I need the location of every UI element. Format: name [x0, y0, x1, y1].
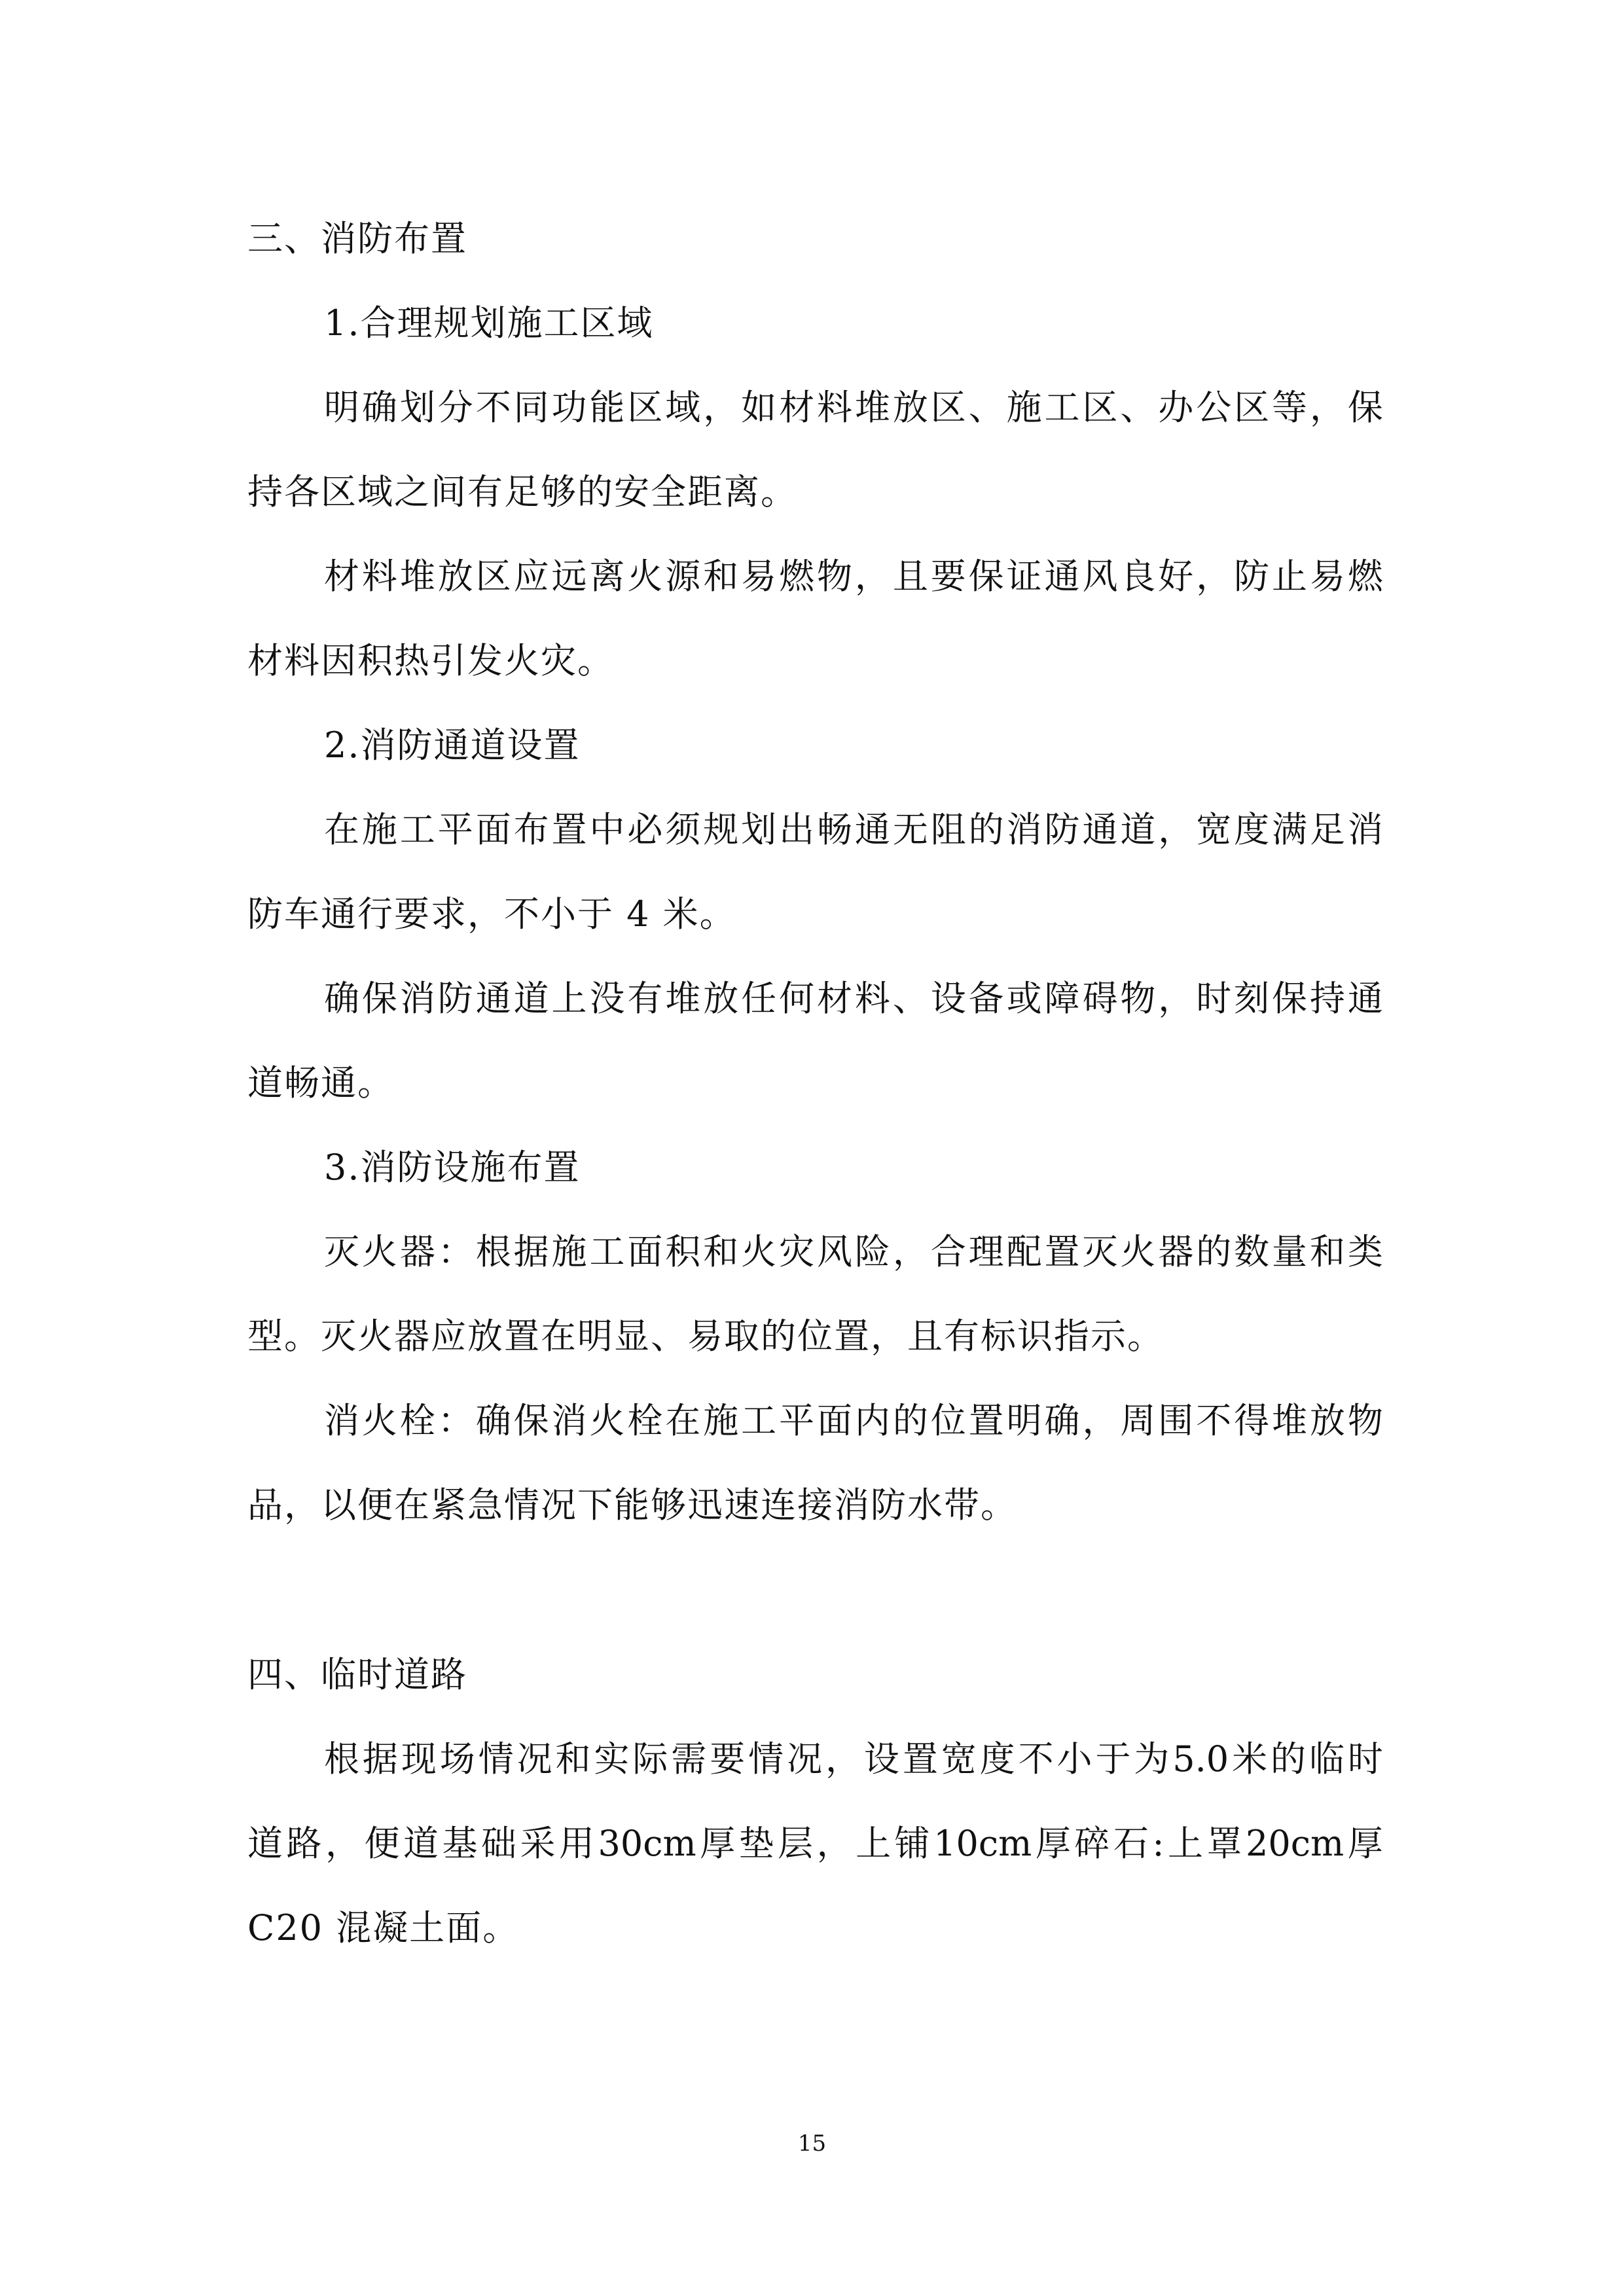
text-glyph: 根: [324, 1738, 359, 1780]
text-glyph: 工: [741, 1400, 777, 1441]
text-glyph: 远: [551, 556, 587, 597]
text-glyph: 际: [632, 1738, 668, 1780]
text-glyph: ，: [816, 1823, 852, 1864]
text-glyph: 和: [1309, 1231, 1345, 1272]
text-glyph: 碎: [1074, 1823, 1110, 1864]
text-glyph: 确: [324, 978, 359, 1019]
text-glyph: 消: [399, 978, 435, 1019]
text-glyph: 堆: [854, 387, 890, 428]
text-glyph: 道: [247, 1823, 283, 1864]
text-glyph: 料: [816, 387, 852, 428]
text-glyph: 小: [1056, 1738, 1092, 1780]
text-glyph: ：: [437, 1400, 473, 1441]
text-glyph: 碍: [1082, 978, 1118, 1019]
text-glyph: 用: [559, 1823, 594, 1864]
text-glyph: 通: [475, 978, 511, 1019]
text-glyph: 消: [1006, 809, 1042, 850]
text-glyph: 源: [665, 556, 701, 597]
text-glyph: ，: [1082, 1400, 1118, 1441]
paragraph-line: [324, 554, 1383, 600]
text-glyph: 材: [816, 978, 852, 1019]
text-glyph: 宽: [1196, 809, 1232, 850]
text-glyph: 量: [1272, 1231, 1308, 1272]
text-glyph: ，: [703, 387, 739, 428]
text-glyph: 易: [1309, 556, 1345, 597]
text-glyph: :: [1152, 1823, 1164, 1864]
text-glyph: ，: [892, 1231, 928, 1272]
text-glyph: 在: [665, 1400, 701, 1441]
text-glyph: 畅: [816, 809, 852, 850]
text-glyph: 据: [513, 1231, 549, 1272]
text-glyph: 的: [1271, 1738, 1307, 1780]
text-glyph: 保: [968, 556, 1004, 597]
text-glyph: 上: [856, 1823, 892, 1864]
text-glyph: 明: [1006, 1400, 1042, 1441]
text-glyph: 积: [665, 1231, 701, 1272]
text-glyph: 刻: [1234, 978, 1270, 1019]
page-number: 15: [797, 2130, 827, 2157]
text-glyph: 道: [403, 1823, 439, 1864]
text-glyph: 20cm: [1246, 1823, 1344, 1864]
text-glyph: 厚: [1035, 1823, 1071, 1864]
text-glyph: 理: [968, 1231, 1004, 1272]
text-glyph: 不: [1196, 1400, 1232, 1441]
paragraph-line: 道畅通。: [247, 1062, 394, 1103]
text-glyph: 满: [1272, 809, 1308, 850]
text-glyph: 如: [741, 387, 777, 428]
text-glyph: ，: [854, 556, 890, 597]
text-glyph: 堆: [665, 978, 701, 1019]
text-glyph: 何: [779, 978, 815, 1019]
text-glyph: 域: [665, 387, 701, 428]
text-glyph: 的: [968, 809, 1004, 850]
paragraph-line: 持各区域之间有足够的安全距离。: [247, 471, 797, 512]
text-glyph: 工: [1044, 387, 1080, 428]
text-glyph: 便: [364, 1823, 400, 1864]
text-glyph: 置: [902, 1738, 938, 1780]
text-glyph: 防: [1044, 809, 1080, 850]
text-glyph: 分: [437, 387, 473, 428]
text-glyph: 面: [627, 1231, 663, 1272]
text-glyph: 离: [589, 556, 625, 597]
text-glyph: 30cm: [598, 1823, 696, 1864]
text-glyph: 任: [741, 978, 777, 1019]
text-glyph: 层: [778, 1823, 814, 1864]
text-glyph: 平: [779, 1400, 815, 1441]
text-glyph: 为: [1134, 1738, 1170, 1780]
text-glyph: 灾: [779, 1231, 815, 1272]
paragraph-line: [324, 385, 1383, 431]
text-glyph: 和: [555, 1738, 591, 1780]
text-glyph: 在: [324, 809, 359, 850]
text-glyph: 划: [399, 387, 435, 428]
paragraph-line: C20 混凝土面。: [247, 1907, 520, 1948]
text-glyph: 5.0: [1172, 1738, 1229, 1780]
text-glyph: 通: [854, 809, 890, 850]
text-glyph: 设: [930, 978, 966, 1019]
text-glyph: 石: [1113, 1823, 1149, 1864]
text-glyph: 通: [1347, 978, 1383, 1019]
text-glyph: 据: [362, 1738, 398, 1780]
text-glyph: 铺: [894, 1823, 930, 1864]
text-glyph: 置: [1044, 1231, 1080, 1272]
text-glyph: 划: [741, 809, 777, 850]
text-glyph: 面: [816, 1400, 852, 1441]
text-glyph: 上: [551, 978, 587, 1019]
text-glyph: 度: [1234, 809, 1270, 850]
text-glyph: 通: [1044, 556, 1080, 597]
text-glyph: 良: [1120, 556, 1156, 597]
text-glyph: 没: [589, 978, 625, 1019]
text-glyph: 时: [1196, 978, 1232, 1019]
text-glyph: 物: [816, 556, 852, 597]
text-glyph: 数: [1234, 1231, 1270, 1272]
text-glyph: 功: [551, 387, 587, 428]
text-glyph: 出: [779, 809, 815, 850]
text-glyph: 类: [1347, 1231, 1383, 1272]
text-glyph: 要: [710, 1738, 746, 1780]
text-glyph: 阻: [930, 809, 966, 850]
text-glyph: 保: [361, 978, 397, 1019]
text-glyph: 火: [1120, 1231, 1156, 1272]
text-glyph: 工: [399, 809, 435, 850]
paragraph-line: [324, 1229, 1383, 1275]
text-glyph: 实: [594, 1738, 630, 1780]
text-glyph: 确: [475, 1400, 511, 1441]
text-glyph: 应: [513, 556, 549, 597]
text-glyph: 保: [1347, 387, 1383, 428]
text-glyph: 器: [1158, 1231, 1194, 1272]
text-glyph: 足: [1309, 809, 1345, 850]
text-glyph: 且: [892, 556, 928, 597]
text-glyph: 消: [551, 1400, 587, 1441]
text-glyph: 临: [1308, 1738, 1344, 1780]
text-glyph: 燃: [1347, 556, 1383, 597]
text-glyph: 施: [703, 1400, 739, 1441]
paragraph-line: 防车通行要求，不小于 4 米。: [247, 893, 736, 935]
text-glyph: 时: [1347, 1738, 1383, 1780]
text-glyph: 火: [627, 556, 663, 597]
text-glyph: 合: [930, 1231, 966, 1272]
text-glyph: 确: [361, 387, 397, 428]
text-glyph: 栓: [399, 1400, 435, 1441]
text-glyph: 持: [1309, 978, 1345, 1019]
text-glyph: 风: [816, 1231, 852, 1272]
text-glyph: 必: [627, 809, 663, 850]
text-glyph: 置: [551, 809, 587, 850]
text-glyph: 须: [665, 809, 701, 850]
text-glyph: 区: [1234, 387, 1270, 428]
text-glyph: 灭: [1082, 1231, 1118, 1272]
text-glyph: 易: [741, 556, 777, 597]
text-glyph: 或: [1006, 978, 1042, 1019]
text-glyph: 得: [1234, 1400, 1270, 1441]
text-glyph: ，: [325, 1823, 361, 1864]
text-glyph: 保: [1272, 978, 1308, 1019]
text-glyph: 况: [516, 1738, 552, 1780]
text-glyph: 防: [1234, 556, 1270, 597]
text-glyph: 道: [513, 978, 549, 1019]
text-glyph: 采: [520, 1823, 556, 1864]
text-glyph: 放: [1309, 1400, 1345, 1441]
text-glyph: 公: [1196, 387, 1232, 428]
paragraph-line: [324, 1736, 1383, 1782]
text-glyph: 厚: [1347, 1823, 1383, 1864]
text-glyph: 、: [968, 387, 1004, 428]
text-glyph: 区: [475, 556, 511, 597]
text-glyph: 有: [627, 978, 663, 1019]
text-glyph: 物: [1120, 978, 1156, 1019]
text-glyph: 的: [1196, 1231, 1232, 1272]
paragraph-line: [247, 1821, 1383, 1867]
paragraph-line: [324, 976, 1383, 1022]
text-glyph: 、: [1120, 387, 1156, 428]
text-glyph: 罩: [1206, 1823, 1242, 1864]
text-glyph: 无: [892, 809, 928, 850]
text-glyph: 风: [1082, 556, 1118, 597]
text-glyph: 灭: [324, 1231, 359, 1272]
text-glyph: 止: [1272, 556, 1308, 597]
text-glyph: 消: [1347, 809, 1383, 850]
text-glyph: 通: [1082, 809, 1118, 850]
text-glyph: 要: [930, 556, 966, 597]
text-glyph: 于: [1095, 1738, 1131, 1780]
text-glyph: 确: [1044, 1400, 1080, 1441]
text-glyph: ，: [1309, 387, 1345, 428]
text-glyph: 位: [930, 1400, 966, 1441]
text-glyph: 同: [513, 387, 549, 428]
text-glyph: 保: [513, 1400, 549, 1441]
text-glyph: 备: [968, 978, 1004, 1019]
text-glyph: 料: [854, 978, 890, 1019]
text-glyph: 能: [589, 387, 625, 428]
text-glyph: 上: [1168, 1823, 1204, 1864]
text-glyph: 防: [437, 978, 473, 1019]
text-glyph: 施: [361, 809, 397, 850]
section-3-title: 三、消防布置: [247, 218, 467, 259]
text-glyph: 置: [968, 1400, 1004, 1441]
text-glyph: 区: [1082, 387, 1118, 428]
text-glyph: 区: [627, 387, 663, 428]
text-glyph: 场: [439, 1738, 475, 1780]
subheading-1: 1.合理规划施工区域: [324, 302, 654, 344]
text-glyph: 办: [1158, 387, 1194, 428]
text-glyph: 垫: [738, 1823, 774, 1864]
text-glyph: 内: [854, 1400, 890, 1441]
text-glyph: 情: [478, 1738, 514, 1780]
paragraph-line: [324, 807, 1383, 853]
text-glyph: 周: [1120, 1400, 1156, 1441]
text-glyph: 面: [475, 809, 511, 850]
text-glyph: 火: [589, 1400, 625, 1441]
text-glyph: 材: [779, 387, 815, 428]
text-glyph: 施: [551, 1231, 587, 1272]
text-glyph: 料: [361, 556, 397, 597]
text-glyph: 放: [703, 978, 739, 1019]
text-glyph: 平: [437, 809, 473, 850]
text-glyph: 栓: [627, 1400, 663, 1441]
text-glyph: 宽: [941, 1738, 977, 1780]
text-glyph: 证: [1006, 556, 1042, 597]
text-glyph: 明: [324, 387, 359, 428]
text-glyph: 设: [863, 1738, 899, 1780]
text-glyph: 厚: [700, 1823, 736, 1864]
text-glyph: 放: [892, 387, 928, 428]
text-glyph: ，: [825, 1738, 861, 1780]
text-glyph: 器: [399, 1231, 435, 1272]
text-glyph: 火: [361, 1231, 397, 1272]
text-glyph: 米: [1232, 1738, 1268, 1780]
text-glyph: 现: [401, 1738, 437, 1780]
text-glyph: 消: [324, 1400, 359, 1441]
text-glyph: 布: [513, 809, 549, 850]
text-glyph: 施: [1006, 387, 1042, 428]
text-glyph: 道: [1120, 809, 1156, 850]
text-glyph: 物: [1347, 1400, 1383, 1441]
text-glyph: 、: [892, 978, 928, 1019]
text-glyph: 不: [475, 387, 511, 428]
text-glyph: 堆: [399, 556, 435, 597]
text-glyph: 险: [854, 1231, 890, 1272]
text-glyph: 度: [979, 1738, 1015, 1780]
section-4-title: 四、临时道路: [247, 1654, 467, 1695]
subheading-3: 3.消防设施布置: [324, 1147, 581, 1188]
text-glyph: 根: [475, 1231, 511, 1272]
text-glyph: ，: [1158, 978, 1194, 1019]
text-glyph: 规: [703, 809, 739, 850]
text-glyph: 础: [481, 1823, 516, 1864]
text-glyph: 和: [703, 1231, 739, 1272]
paragraph-line: [324, 1398, 1383, 1444]
subheading-2: 2.消防通道设置: [324, 725, 581, 766]
text-glyph: 不: [1018, 1738, 1054, 1780]
text-glyph: 等: [1272, 387, 1308, 428]
text-glyph: 10cm: [933, 1823, 1032, 1864]
text-glyph: 情: [748, 1738, 784, 1780]
text-glyph: 围: [1158, 1400, 1194, 1441]
text-glyph: ，: [1196, 556, 1232, 597]
text-glyph: 工: [589, 1231, 625, 1272]
paragraph-line: 品，以便在紧急情况下能够迅速连接消防水带。: [247, 1484, 1017, 1526]
text-glyph: 障: [1044, 978, 1080, 1019]
text-glyph: 好: [1158, 556, 1194, 597]
paragraph-line: 型。灭火器应放置在明显、易取的位置，且有标识指示。: [247, 1316, 1164, 1357]
text-glyph: 路: [286, 1823, 322, 1864]
paragraph-line: 材料因积热引发火灾。: [247, 640, 614, 681]
text-glyph: 火: [361, 1400, 397, 1441]
text-glyph: 材: [324, 556, 359, 597]
text-glyph: 放: [437, 556, 473, 597]
text-glyph: 需: [671, 1738, 707, 1780]
text-glyph: 区: [930, 387, 966, 428]
text-glyph: 堆: [1272, 1400, 1308, 1441]
text-glyph: 和: [703, 556, 739, 597]
text-glyph: 火: [741, 1231, 777, 1272]
text-glyph: 燃: [779, 556, 815, 597]
text-glyph: ：: [437, 1231, 473, 1272]
text-glyph: 况: [787, 1738, 823, 1780]
text-glyph: 基: [442, 1823, 478, 1864]
text-glyph: 配: [1006, 1231, 1042, 1272]
text-glyph: ，: [1158, 809, 1194, 850]
text-glyph: 中: [589, 809, 625, 850]
text-glyph: 的: [892, 1400, 928, 1441]
